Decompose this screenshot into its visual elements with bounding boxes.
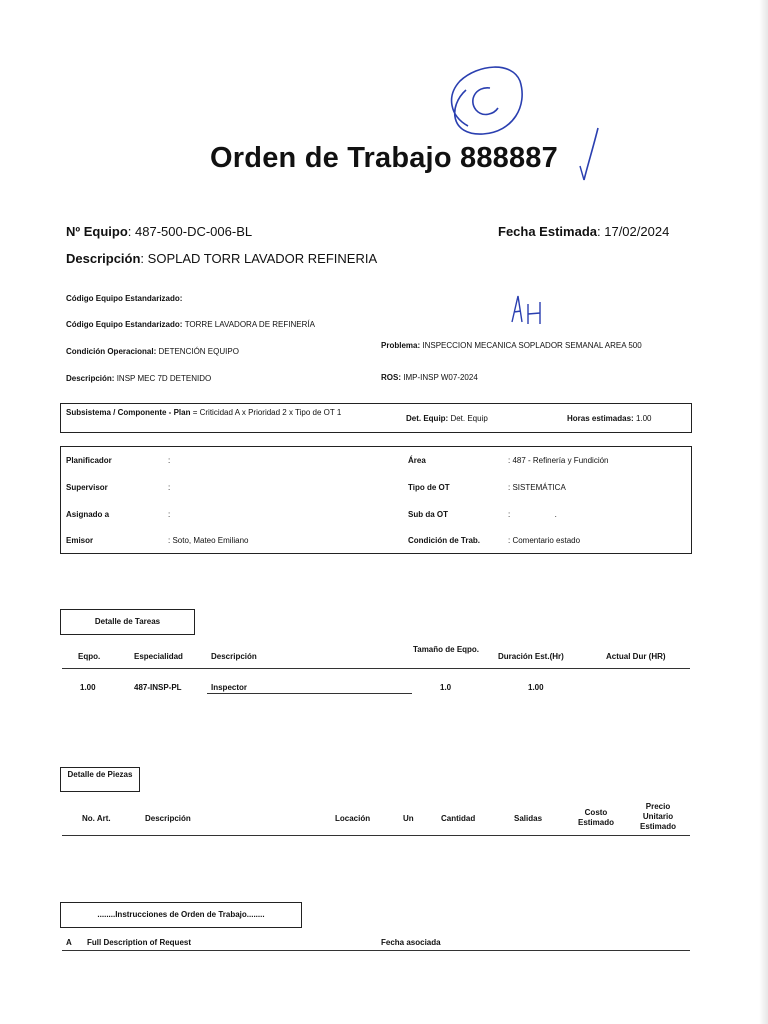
tareas-header-actual: Actual Dur (HR) — [606, 652, 666, 661]
horas-value: 1.00 — [635, 414, 652, 423]
tareas-row-tamano: 1.0 — [440, 683, 452, 692]
det-equip-label: Det. Equip: — [406, 414, 449, 423]
tipo-ot-value: : SISTEMÁTICA — [508, 483, 566, 492]
asignado-label: Asignado a — [66, 510, 110, 519]
fecha-label: Fecha Estimada — [498, 224, 597, 239]
emisor-label: Emisor — [66, 536, 94, 545]
piezas-header-art: No. Art. — [82, 814, 111, 823]
page-title: Orden de Trabajo 888887 — [210, 142, 558, 174]
det-equip-value: Det. Equip — [450, 414, 488, 423]
instrucciones-section-box: ........Instrucciones de Orden de Trabajo........ — [60, 902, 302, 928]
horas-line — [567, 414, 652, 423]
planificador-label: Planificador — [66, 456, 112, 465]
tareas-header-tamano: Tamaño de Eqpo. — [412, 645, 480, 654]
equipo-value: 487-500-DC-006-BL — [135, 224, 253, 239]
descripcion-value: SOPLAD TORR LAVADOR REFINERIA — [147, 251, 378, 266]
horas-label: Horas estimadas: — [567, 414, 634, 423]
handwritten-initials — [508, 292, 552, 328]
instrucciones-rule — [62, 950, 690, 951]
codigo-std-line-2 — [66, 320, 315, 329]
sub-ot-label: Sub da OT — [408, 510, 448, 519]
descripcion-line: Descripción: SOPLAD TORR LAVADOR REFINERIA — [66, 251, 378, 266]
piezas-header-costo: Costo Estimado — [577, 808, 614, 827]
piezas-header-locacion: Locación — [335, 814, 371, 823]
condicion-trab-label: Condición de Trab. — [408, 536, 481, 545]
subsistema-line — [66, 408, 384, 418]
tareas-row-descripcion: Inspector — [211, 683, 248, 692]
supervisor-label: Supervisor — [66, 483, 108, 492]
planificador-value: : — [168, 456, 171, 465]
condicion-value: DETENCIÓN EQUIPO — [158, 347, 239, 356]
piezas-header-un: Un — [403, 814, 414, 823]
instrucciones-letter: A — [66, 938, 72, 947]
descripcion-label: Descripción — [66, 251, 141, 266]
supervisor-value: : — [168, 483, 171, 492]
equipo-label: Nº Equipo — [66, 224, 128, 239]
subsistema-label: Subsistema / Componente - Plan — [66, 408, 191, 417]
fecha-value: 17/02/2024 — [604, 224, 670, 239]
asignado-value: : — [168, 510, 171, 519]
problema-label: Problema: — [381, 341, 421, 350]
fecha-asociada-label: Fecha asociada — [381, 938, 441, 947]
problema-line — [381, 341, 681, 351]
area-value: : 487 - Refinería y Fundición — [508, 456, 609, 465]
condicion-trab-value: : Comentario estado — [508, 536, 581, 545]
ros-label: ROS: — [381, 373, 401, 382]
piezas-header-salidas: Salidas — [514, 814, 543, 823]
piezas-header-descripcion: Descripción — [145, 814, 191, 823]
info-descripcion-value: INSP MEC 7D DETENIDO — [116, 374, 212, 383]
tareas-header-rule — [62, 668, 690, 669]
codigo-std-label-1: Código Equipo Estandarizado: — [66, 294, 183, 303]
emisor-value: : Soto, Mateo Emiliano — [168, 536, 249, 545]
condicion-line — [66, 347, 239, 356]
tareas-row-descripcion-underline — [207, 693, 412, 694]
ros-value: IMP-INSP W07-2024 — [403, 373, 478, 382]
tareas-section-box: Detalle de Tareas — [60, 609, 195, 635]
tareas-row-eqpo: 1.00 — [80, 683, 96, 692]
piezas-header-precio: Precio Unitario Estimado — [639, 802, 676, 831]
tipo-ot-label: Tipo de OT — [408, 483, 450, 492]
full-description-label: Full Description of Request — [87, 938, 192, 947]
det-equip-line — [406, 414, 488, 423]
fecha-line: Fecha Estimada: 17/02/2024 — [498, 224, 670, 239]
info-descripcion-label: Descripción: — [66, 374, 115, 383]
tareas-header-especialidad: Especialidad — [134, 652, 183, 661]
tareas-header-duracion: Duración Est.(Hr) — [498, 652, 564, 661]
codigo-std-label-2: Código Equipo Estandarizado: — [66, 320, 183, 329]
area-label: Área — [408, 456, 426, 465]
codigo-std-value: TORRE LAVADORA DE REFINERÍA — [184, 320, 315, 329]
piezas-section-box: Detalle de Piezas — [60, 767, 140, 792]
tareas-header-eqpo: Eqpo. — [78, 652, 101, 661]
info-descripcion-line — [66, 374, 211, 383]
ros-line — [381, 373, 478, 382]
tareas-row-especialidad: 487-INSP-PL — [134, 683, 182, 692]
tareas-row-duracion: 1.00 — [528, 683, 544, 692]
condicion-label: Condición Operacional: — [66, 347, 157, 356]
equipo-line: Nº Equipo: 487-500-DC-006-BL — [66, 224, 253, 239]
sub-ot-value: : . — [508, 510, 557, 519]
piezas-header-rule — [62, 835, 690, 836]
subsistema-value: = Criticidad A x Prioridad 2 x Tipo de OT 1 — [192, 408, 342, 417]
tareas-header-descripcion: Descripción — [211, 652, 257, 661]
problema-value: INSPECCION MECANICA SOPLADOR SEMANAL AREA 500 — [422, 341, 642, 350]
piezas-header-cantidad: Cantidad — [441, 814, 476, 823]
